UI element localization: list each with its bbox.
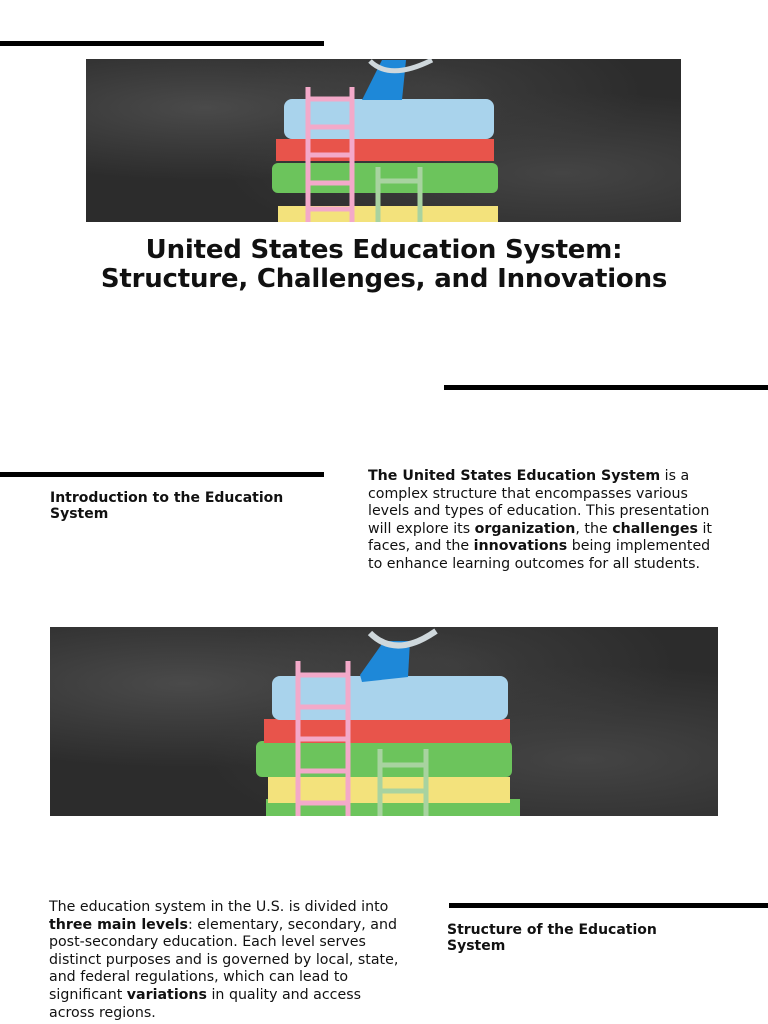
emphasis-text: variations [126,986,207,1003]
page-title: United States Education System: Structure, Challenges, and Innovations [100,235,668,294]
emphasis-text: The United States Education System [368,468,661,484]
body-text: being implemented to enhance learning outcomes for all students. [368,538,711,572]
emphasis-text: organization [474,520,576,537]
book-green [256,741,512,777]
body-text: , the [575,520,613,537]
globe-stand [362,60,406,100]
book-blue [284,99,494,139]
intro-paragraph [368,468,713,574]
body-text: : elementary, secondary, and post-secondary education. Each level serves distinct purposes and is governed by local, state, and federal regulations, which can lead to significant [49,916,399,1003]
structure-heading: Structure of the Education System [447,922,657,954]
mid-right-rule [444,385,768,390]
emphasis-text: challenges [612,520,698,537]
body-text: in quality and access across regions. [49,986,361,1021]
book-blue [272,676,508,720]
top-left-rule [0,41,324,46]
intro-heading: Introduction to the Education System [50,490,284,522]
emphasis-text: three main levels [49,916,188,933]
hero-image-books-ladder [86,59,681,222]
emphasis-text: innovations [473,538,568,555]
section-image-books-ladder [50,627,718,816]
body-text: it faces, and the [368,520,712,555]
structure-rule [449,903,768,908]
structure-paragraph [49,899,399,1022]
body-text: is a complex structure that encompasses various levels and types of education. This presentation will explore its [368,468,710,537]
intro-rule [0,472,324,477]
body-text: The education system in the U.S. is divided into [49,899,389,915]
globe-arc [370,631,436,646]
